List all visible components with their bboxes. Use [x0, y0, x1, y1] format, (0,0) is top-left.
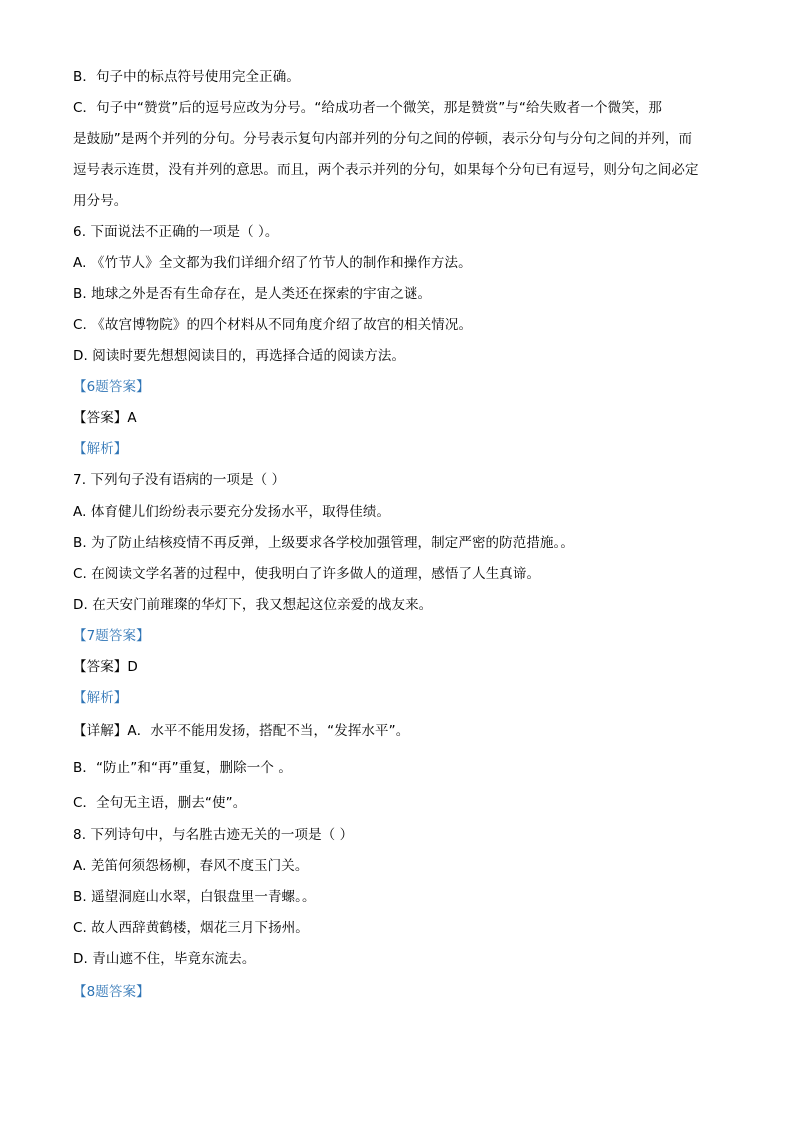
q8-option-c: C. 故人西辞黄鹤楼，烟花三月下扬州。: [73, 920, 309, 936]
q8-option-a: A. 羌笛何须怨杨柳，春风不度玉门关。: [73, 858, 309, 874]
option-c-line-2: 是鼓励”是两个并列的分句。分号表示复句内部并列的分句之间的停顿，表示分句与分句之间的并列，而: [73, 131, 693, 147]
q7-detail-a: 【详解】A．水平不能用发扬，搭配不当，“发挥水平”。: [73, 723, 410, 739]
option-c-line: C．句子中“赞赏”后的逗号应改为分号。“给成功者一个微笑，那是赞赏”与“给失败者一个微笑，那: [73, 100, 662, 116]
option-c-line-3: 逗号表示连贯，没有并列的意思。而且，两个表示并列的分句，如果每个分句已有逗号，则分句之间必定: [73, 162, 699, 178]
question-8: 8. 下列诗句中，与名胜古迹无关的一项是（ ）: [73, 827, 354, 843]
q7-analysis-heading: 【解析】: [73, 690, 128, 706]
q7-answer-heading: 【7题答案】: [73, 628, 150, 644]
question-6: 6. 下面说法不正确的一项是（ ）。: [73, 224, 279, 240]
q6-analysis-heading: 【解析】: [73, 441, 128, 457]
q7-option-b: B. 为了防止结核疫情不再反弹，上级要求各学校加强管理，制定严密的防范措施。。: [73, 535, 574, 551]
q8-option-b: B. 遥望洞庭山水翠，白银盘里一青螺。。: [73, 889, 316, 905]
q7-option-c: C. 在阅读文学名著的过程中，使我明白了许多做人的道理，感悟了人生真谛。: [73, 566, 541, 582]
q7-answer: 【答案】D: [73, 659, 138, 675]
q7-option-a: A. 体育健儿们纷纷表示要充分发扬水平，取得佳绩。: [73, 504, 391, 520]
q8-answer-heading: 【8题答案】: [73, 984, 150, 1000]
q8-option-d: D. 青山遮不住，毕竟东流去。: [73, 951, 256, 967]
q6-option-a: A. 《竹节人》全文都为我们详细介绍了竹节人的制作和操作方法。: [73, 255, 472, 271]
option-c-line-4: 用分号。: [73, 193, 128, 209]
option-b-line: B．句子中的标点符号使用完全正确。: [73, 69, 300, 85]
q7-option-d: D. 在天安门前璀璨的华灯下，我又想起这位亲爱的战友来。: [73, 597, 433, 613]
q6-option-b: B. 地球之外是否有生命存在，是人类还在探索的宇宙之谜。: [73, 286, 432, 302]
question-7: 7. 下列句子没有语病的一项是（ ）: [73, 472, 286, 488]
q6-answer-heading: 【6题答案】: [73, 379, 150, 395]
q7-detail-c: C．全句无主语，删去“使”。: [73, 795, 247, 811]
q6-option-c: C. 《故宫博物院》的四个材料从不同角度介绍了故宫的相关情况。: [73, 317, 473, 333]
q7-detail-b: B．“防止”和“再”重复，删除一个 。: [73, 760, 292, 776]
q6-option-d: D. 阅读时要先想想阅读目的，再选择合适的阅读方法。: [73, 348, 406, 364]
q6-answer: 【答案】A: [73, 410, 137, 426]
